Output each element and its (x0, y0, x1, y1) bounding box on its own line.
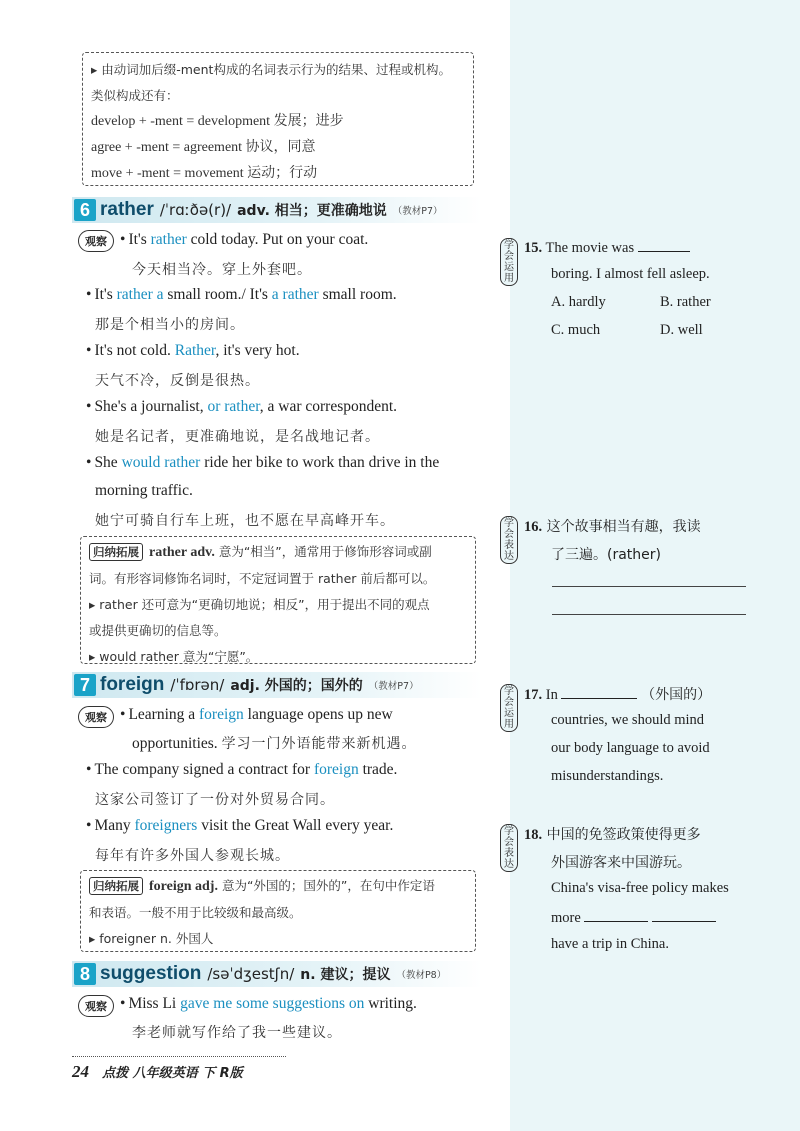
question-16-line2: 了三遍。(rather) (551, 547, 661, 563)
express-icon: 学会表达 (500, 516, 518, 564)
note-line: ▸ foreigner n. 外国人 (89, 931, 214, 946)
answer-line[interactable] (552, 614, 746, 615)
question-17-line2: countries, we should mind (551, 712, 705, 728)
example-translation: 李老师就写作给了我一些建议。 (132, 1025, 342, 1041)
note-line: 归纳拓展 foreign adj. 意为“外国的；国外的”，在句中作定语 (89, 873, 467, 900)
example-sentence: • Many foreigners visit the Great Wall every year. (86, 817, 393, 835)
answer-blank[interactable] (584, 908, 648, 922)
example-translation: 她是名记者，更准确地说，是名战地记者。 (95, 429, 380, 445)
entry-source: （教材P7） (392, 206, 443, 217)
note-line: ▸ would rather 意为“宁愿”。 (89, 649, 259, 664)
example-sentence: • She would rather ride her bike to work than drive in the (86, 454, 439, 472)
example-sentence: • She's a journalist, or rather, a war correspondent. (86, 398, 397, 416)
example-sentence: • Miss Li gave me some suggestions on writing. (120, 995, 417, 1013)
entry-heading-foreign (72, 672, 482, 698)
practice-icon: 学会运用 (500, 238, 518, 286)
page-footer (72, 1062, 243, 1082)
question-17-line3: our body language to avoid (551, 740, 710, 756)
entry-heading-rather (72, 197, 482, 223)
entry-meaning: adj. 外国的；国外的 (230, 678, 363, 694)
question-15-line2: boring. I almost fell asleep. (551, 266, 710, 282)
observe-badge: 观察 (78, 230, 114, 252)
answer-line[interactable] (552, 586, 746, 587)
example-sentence: • It's rather a small room./ It's a rather small room. (86, 286, 397, 304)
example-sentence: • It's not cold. Rather, it's very hot. (86, 342, 300, 360)
summary-tag: 归纳拓展 (89, 877, 143, 895)
example-translation: 她宁可骑自行车上班，也不愿在早高峰开车。 (95, 513, 395, 529)
answer-blank[interactable] (652, 908, 716, 922)
question-18-line4: more (551, 908, 716, 927)
book-title: 点拨 八年级英语 下 R版 (102, 1066, 243, 1081)
observe-badge: 观察 (78, 995, 114, 1017)
entry-number: 7 (74, 674, 96, 696)
note-line: develop + -ment = development 发展；进步 (91, 114, 344, 129)
question-17-line4: misunderstandings. (551, 768, 664, 784)
summary-tag: 归纳拓展 (89, 543, 143, 561)
example-sentence-continued: opportunities. 学习一门外语能带来新机遇。 (132, 735, 417, 752)
note-line: 和表语。一般不用于比较级和最高级。 (89, 905, 302, 920)
note-line: agree + -ment = agreement 协议，同意 (91, 140, 316, 155)
entry-word: rather (100, 199, 154, 220)
entry-meaning: n. 建议；提议 (300, 967, 391, 983)
express-icon: 学会表达 (500, 824, 518, 872)
example-translation: 今天相当冷。穿上外套吧。 (132, 262, 312, 278)
option-c[interactable]: C. much (551, 322, 601, 338)
answer-blank[interactable] (561, 685, 637, 699)
question-18: 18. 中国的免签政策使得更多 (524, 827, 701, 843)
top-note-box (82, 52, 474, 186)
note-line: ▸ rather 还可意为“更确切地说；相反”，用于提出不同的观点 (89, 597, 430, 612)
entry-source: （教材P7） (368, 681, 419, 692)
foreign-summary-box (80, 870, 476, 952)
entry-phonetic: /ˈrɑːðə(r)/ (159, 201, 232, 219)
page-number: 24 (72, 1062, 89, 1081)
answer-blank[interactable] (638, 238, 690, 252)
question-18-line5: have a trip in China. (551, 936, 669, 952)
exercise-sidebar-background (510, 0, 800, 1131)
entry-meaning: adv. 相当；更准确地说 (237, 203, 387, 219)
note-line: 归纳拓展 rather adv. 意为“相当”，通常用于修饰形容词或副 (89, 539, 467, 566)
question-15: 15. The movie was (524, 238, 690, 257)
example-sentence: • Learning a foreign language opens up new (120, 706, 393, 724)
example-translation: 每年有许多外国人参观长城。 (95, 848, 290, 864)
entry-heading-suggestion (72, 961, 482, 987)
note-line: 类似构成还有： (91, 88, 179, 103)
observe-badge: 观察 (78, 706, 114, 728)
example-sentence-continued: morning traffic. (95, 482, 193, 499)
entry-number: 6 (74, 199, 96, 221)
example-sentence: • It's rather cold today. Put on your coat. (120, 231, 368, 249)
question-18-line3: China's visa-free policy makes (551, 880, 729, 896)
practice-icon: 学会运用 (500, 684, 518, 732)
example-translation: 这家公司签订了一份对外贸易合同。 (95, 792, 335, 808)
entry-phonetic: /ˈfɒrən/ (170, 676, 225, 694)
rather-summary-box (80, 536, 476, 664)
entry-number: 8 (74, 963, 96, 985)
entry-word: suggestion (100, 963, 202, 984)
footer-rule (72, 1056, 286, 1057)
example-sentence: • The company signed a contract for foreign trade. (86, 761, 397, 779)
example-translation: 天气不冷，反倒是很热。 (95, 373, 260, 389)
note-line: ▸ 由动词加后缀-ment构成的名词表示行为的结果、过程或机构。 (91, 62, 451, 77)
entry-source: （教材P8） (396, 970, 447, 981)
note-line: 或提供更确切的信息等。 (89, 623, 227, 638)
option-a[interactable]: A. hardly (551, 294, 606, 310)
question-17: 17. In （外国的） (524, 687, 712, 703)
option-d[interactable]: D. well (660, 322, 703, 338)
question-16: 16. 这个故事相当有趣，我读 (524, 519, 701, 535)
entry-phonetic: /səˈdʒestʃn/ (207, 965, 295, 983)
example-translation: 那是个相当小的房间。 (95, 317, 245, 333)
note-line: move + -ment = movement 运动；行动 (91, 166, 318, 181)
option-b[interactable]: B. rather (660, 294, 711, 310)
note-line: 词。有形容词修饰名词时，不定冠词置于 rather 前后都可以。 (89, 571, 436, 586)
entry-word: foreign (100, 674, 165, 695)
question-18-line2: 外国游客来中国游玩。 (551, 855, 691, 871)
